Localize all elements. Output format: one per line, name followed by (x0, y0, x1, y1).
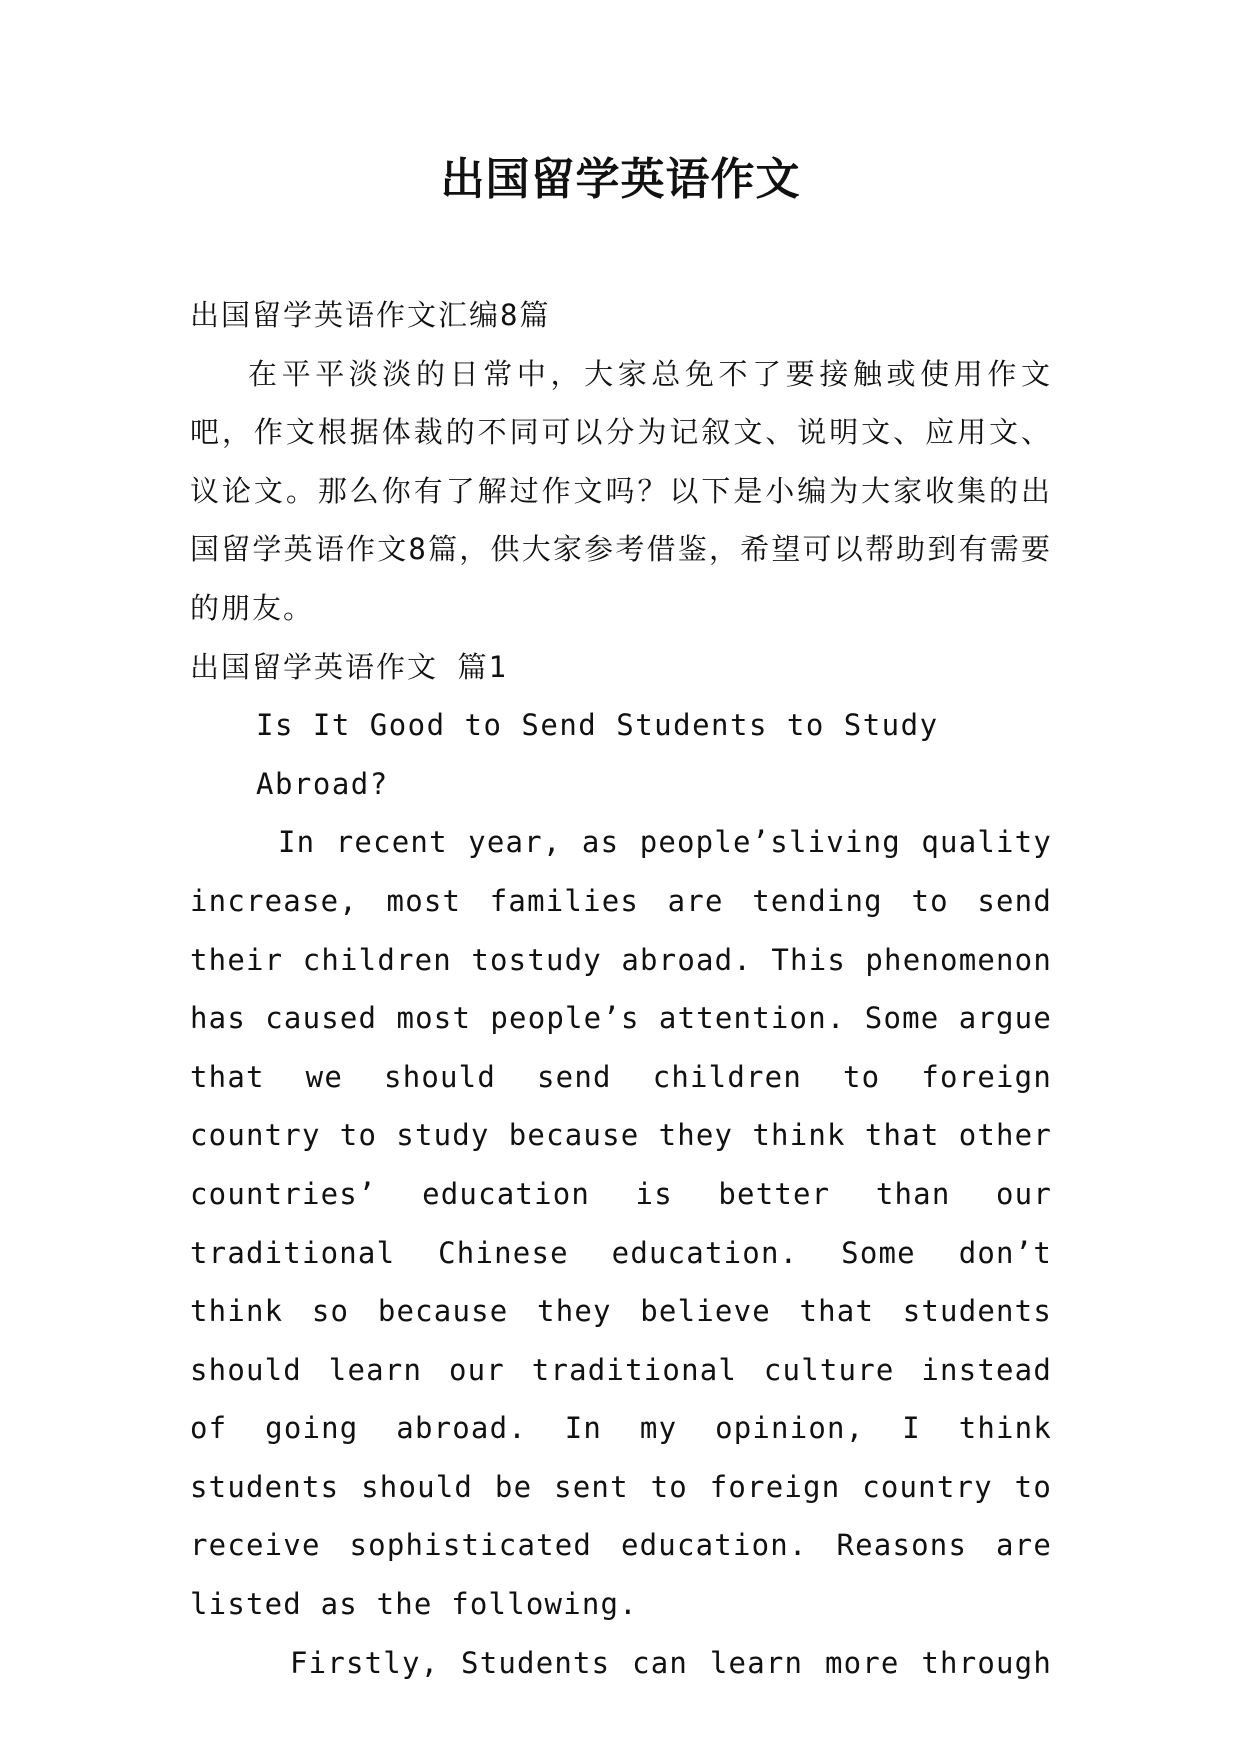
document-subtitle: 出国留学英语作文汇编8篇 (190, 298, 551, 332)
essay-paragraph-1: In recent year, as people’sliving quality increase, most families are tending to send their children tostudy abroad. This phenomenon has caused most people’s attention. Some argue that we should send children to foreign country to study because they think that other countries’ education is better than our traditional Chinese education. Some don’t think so because they believe that students should learn our traditional culture instead of going abroad. In my opinion, I think students should be sent to foreign country to receive sophisticated education. Reasons are listed as the following. (190, 825, 1052, 1622)
intro-paragraph: 在平平淡淡的日常中，大家总免不了要接触或使用作文吧，作文根据体裁的不同可以分为记叙文、说明文、应用文、议论文。那么你有了解过作文吗？以下是小编为大家收集的出国留学英语作文8篇，供大家参考借鉴，希望可以帮助到有需要的朋友。 (190, 356, 1052, 625)
essay-paragraph-2: Firstly, Students can learn more through (290, 1645, 1052, 1680)
section-heading: 出国留学英语作文 篇1 (190, 649, 508, 684)
essay-title: Is It Good to Send Students to Study Abroad? (256, 708, 939, 801)
document-title: 出国留学英语作文 (440, 154, 801, 205)
document-body (190, 286, 1052, 1692)
